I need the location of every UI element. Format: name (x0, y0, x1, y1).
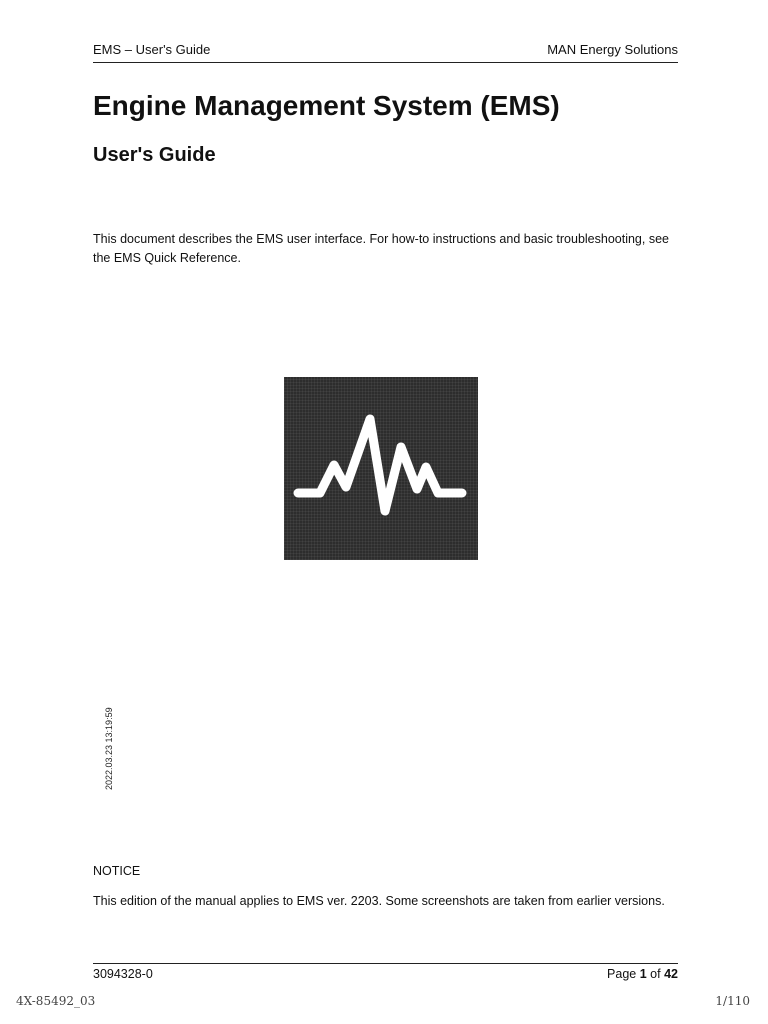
scan-identifier: 4X-85492_03 (16, 994, 96, 1008)
page-footer (93, 963, 678, 981)
scan-page-counter: 1/110 (715, 994, 750, 1008)
page-label: Page (607, 967, 637, 981)
page-current: 1 (639, 967, 647, 981)
page-header (93, 42, 678, 63)
notice-heading: NOTICE (93, 864, 141, 878)
page-total: 42 (664, 967, 678, 981)
document-subtitle: User's Guide (93, 144, 216, 166)
notice-text: This edition of the manual applies to EMS ver. 2203. Some screenshots are taken from earlier versions. (93, 894, 665, 908)
page-of: of (650, 967, 661, 981)
header-doc-title: EMS – User's Guide (93, 42, 211, 57)
header-company: MAN Energy Solutions (547, 42, 678, 57)
print-timestamp: 2022.03.23 13:19:59 (104, 707, 114, 790)
heartbeat-pulse-icon (284, 377, 478, 560)
intro-paragraph: This document describes the EMS user interface. For how-to instructions and basic troubleshooting, see the EMS Quick Reference. (93, 232, 669, 265)
document-number: 3094328-0 (93, 967, 153, 981)
page-number (607, 967, 678, 981)
ems-logo (284, 377, 478, 560)
document-title: Engine Management System (EMS) (93, 90, 560, 121)
